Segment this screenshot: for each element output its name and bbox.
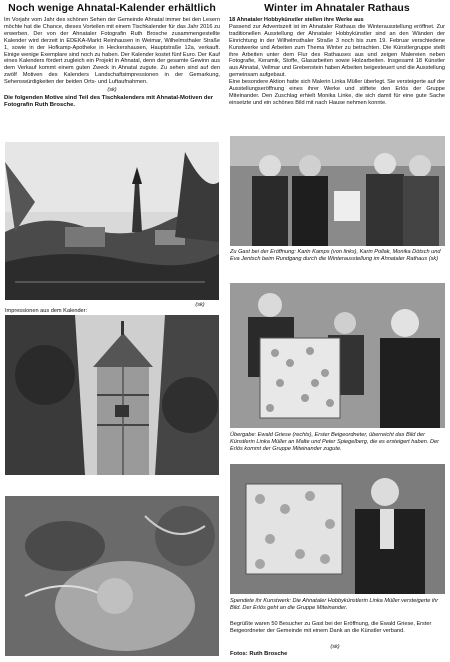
caption-visitors [230,249,445,263]
caption-artist [230,598,445,612]
right-column [229,0,445,107]
calendar-motives-caption: Die folgenden Motive sind Teil des Tischkalenders mit Ahnatal-Motiven der Fotografin Ruth Brosche. [4,95,214,109]
caption-handover-text: Übergabe: Ewald Griese (rechts), Erster Beigeordneter, überreicht das Bild der Künstlerin Linka Müller an Malte und Peter Spiegelberg, die es ersteigert haben. Der Erlös kommt der Gruppe Miteinander zugute. [230,432,439,452]
winter-signoff: (sk) [330,644,340,650]
calendar-signoff: (sk) [107,87,117,94]
winter-body-1: Passend zur Adventszeit ist im Ahnataler Rathaus die Winterausstellung eröffnet. Zur traditionellen Ausstellung der Ahnataler Hobbykünstler sind an den Wänden der Einrichtung in der Wilhelmsthaler Straße 3 noch bis zum 19. Februar verschiedene Kunstwerke und Arbeiten zum Thema Winter zu betrachten. Die Künstlergruppe stellt ihre Arbeiten unter dem Flur des Rathauses aus und zeigen Malereien neben Fotografie, Keramik, Stoffe, Glasarbeiten sowie Holzarbeiten. Insgesamt 18 Künstler aus Ahnatal, Vellmar und Grebenstein haben Arbeiten beigesteuert und die Ausstellung gemeinsam aufgebaut. [229,23,445,79]
photo-frosted-plants [5,496,219,656]
winter-article-body [229,17,445,107]
caption-guests-text: Begrüßte waren 50 Besucher zu Gast bei der Eröffnung, die Ewald Griese, Erster Beigeordneter der Gemeinde mit einem Dank an die Künstler verband. [230,621,432,634]
photo-artist [230,464,445,594]
mid-signoff: (sk) [195,302,205,308]
caption-guests [230,621,445,635]
photo-tower [5,315,219,475]
photo-handover [230,283,445,428]
photo-credit: Fotos: Ruth Brosche [230,651,288,657]
caption-visitors-text: Zu Gast bei der Eröffnung: Karin Kamps (von links), Karin Pollak, Monika Dötsch und Eva Jentsch beim Rundgang durch die Winterausstellung im Ahnataler Rathaus (sk) [230,249,441,262]
impressions-caption: Impressionen aus dem Kalender: [5,308,88,314]
caption-artist-text: Spendete ihr Kunstwerk: Die Ahnataler Hobbykünstlerin Linka Müller versteigerte ihr Bild. Der Erlös geht an die Gruppe Miteinander. [230,598,439,611]
photo-village-church [5,142,219,300]
photo-visitors [230,136,445,246]
caption-handover [230,432,445,452]
left-column [4,0,220,111]
calendar-article-body: Im Vorjahr vom Jahr des schönen Sehen der Gemeinde Ahnatal immer bei den Lesern möchte hat die Chance, dieses Vorteilen mit einem Tischkalender für das Jahr 2016 zu erwerben. Der von der Ahnataler Fotografin Ruth Brosche zusammengestellte Kalender wird derzeit in EDEKA-Markt Reinhausen in Weimar, Wilhelmsthaler Straße 1, sowie in der Hofkamp-Apotheke in Heckershausen, Hauptstraße 12a, verkauft. Einige wenige Exemplare sind noch zu haben. Der Kalender kostet fünf Euro. Der Kauf eines Kalenders fördert zugleich ein Projekt in Ahnatal, denn der gesamte Gewinn aus dem Verkauf kommt einem guten Zweck in Ahnatal zugute. Zu sehen sind auf den zwölf Motiven des Kalenders Landschaftsimpressionen in der Gemarkung, Sehenswürdigkeiten der beiden Orts- und Luftaufnahmen. [4,17,220,86]
headline-winter: Winter im Ahnataler Rathaus [264,2,410,14]
headline-calendar: Noch wenige Ahnatal-Kalender erhältlich [8,2,216,14]
winter-lead: 18 Ahnataler Hobbykünstler stellen ihre Werke aus [229,17,364,23]
winter-body-2: Eine besondere Aktion hatte sich Malerin Linka Müller überlegt. Sie versteigerte auf der Ausstellungseröffnung eines ihrer Werke und stiftete den Erlös der Gruppe Miteinander. Den Zuschlag erhielt Monika Linke, die sich damit für eine gute Sache einsetzte und ein schönes Bild mit nach Hause nehmen konnte. [229,79,445,106]
